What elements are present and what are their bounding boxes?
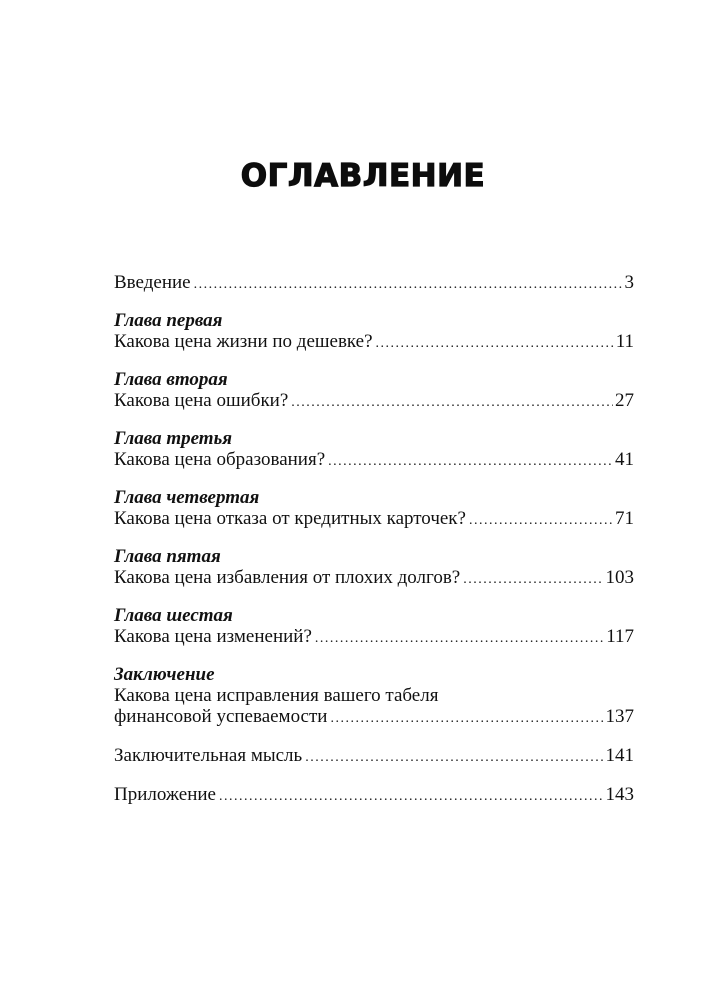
toc-entry-conclusion xyxy=(114,665,634,729)
toc-page-number: 103 xyxy=(605,567,634,588)
toc-entry-title: Какова цена отказа от кредитных карточек? xyxy=(114,508,466,529)
toc-entry-title: Какова цена ошибки? xyxy=(114,390,289,411)
chapter-label: Глава шестая xyxy=(114,605,233,626)
toc-entry-title-line-2: финансовой успеваемости xyxy=(114,706,328,727)
toc-entry-title: Заключительная мысль xyxy=(114,745,303,766)
toc-page-number: 11 xyxy=(615,331,634,352)
toc-entry-appendix xyxy=(114,784,634,807)
toc-entry-chapter-2 xyxy=(114,370,634,413)
chapter-label: Глава пятая xyxy=(114,546,221,567)
chapter-label: Глава третья xyxy=(114,428,233,449)
toc-entry-title: Приложение xyxy=(114,784,216,805)
toc-entry-chapter-1 xyxy=(114,311,634,354)
toc-entry-chapter-6 xyxy=(114,606,634,649)
dot-leader xyxy=(305,747,603,768)
toc-line[interactable] xyxy=(114,567,634,590)
dot-leader xyxy=(330,708,603,729)
toc-entry-title: Какова цена образования? xyxy=(114,449,326,470)
dot-leader xyxy=(328,451,613,472)
toc-line[interactable] xyxy=(114,784,634,807)
chapter-label: Глава вторая xyxy=(114,369,228,390)
dot-leader xyxy=(376,333,614,354)
toc-entry-final-thought xyxy=(114,745,634,768)
toc-entry-chapter-4 xyxy=(114,488,634,531)
toc-entry-intro xyxy=(114,272,634,295)
toc-line[interactable] xyxy=(114,449,634,472)
toc-line[interactable] xyxy=(114,626,634,649)
toc-page-number: 137 xyxy=(605,706,634,727)
toc-page-number: 141 xyxy=(605,745,634,766)
toc-entry-chapter-3 xyxy=(114,429,634,472)
toc-page-number: 71 xyxy=(615,508,634,529)
toc-page-number: 41 xyxy=(615,449,634,470)
toc-entry-title: Какова цена жизни по дешевке? xyxy=(114,331,373,352)
dot-leader xyxy=(291,392,613,413)
dot-leader xyxy=(315,628,604,649)
toc-line[interactable] xyxy=(114,706,634,729)
toc-entry-chapter-5 xyxy=(114,547,634,590)
dot-leader xyxy=(219,786,604,807)
chapter-label: Глава четвертая xyxy=(114,487,260,508)
toc-page-number: 143 xyxy=(605,784,634,805)
toc-entry-title-line-1: Какова цена исправления вашего табеля xyxy=(114,685,439,706)
dot-leader xyxy=(463,569,603,590)
dot-leader xyxy=(469,510,613,531)
page-title: ОГЛАВЛЕНИЕ xyxy=(240,158,486,194)
toc-page-number: 27 xyxy=(615,390,634,411)
toc-entry-title: Какова цена избавления от плохих долгов? xyxy=(114,567,461,588)
toc-line[interactable] xyxy=(114,508,634,531)
table-of-contents xyxy=(114,272,634,823)
toc-page-number: 3 xyxy=(624,272,634,293)
toc-page-number: 117 xyxy=(606,626,634,647)
toc-entry-title: Введение xyxy=(114,272,191,293)
toc-line[interactable] xyxy=(114,390,634,413)
dot-leader xyxy=(194,274,623,295)
toc-entry-title: Какова цена изменений? xyxy=(114,626,312,647)
toc-line[interactable] xyxy=(114,745,634,768)
toc-line[interactable] xyxy=(114,331,634,354)
chapter-label: Глава первая xyxy=(114,310,223,331)
chapter-label: Заключение xyxy=(114,664,215,685)
toc-line[interactable] xyxy=(114,272,634,295)
